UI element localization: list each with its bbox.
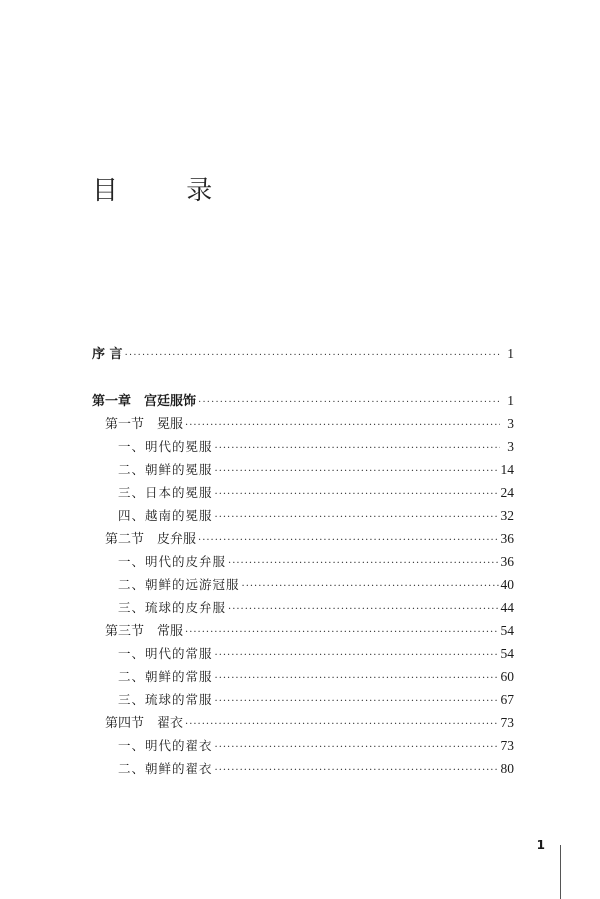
toc-entry-label: 三、日本的冕服: [118, 485, 213, 500]
dot-leader: [215, 691, 499, 713]
toc-entry-preface[interactable]: [92, 343, 514, 365]
toc-entry-label: 一、明代的常服: [118, 646, 213, 661]
toc-entry-label: 四、越南的冕服: [118, 508, 213, 523]
toc-entry-subsection[interactable]: [92, 551, 514, 573]
toc-entry-label: 三、琉球的常服: [118, 692, 213, 707]
dot-leader: [215, 461, 499, 483]
toc-page-number: 60: [500, 669, 514, 684]
toc-page-number: 44: [500, 600, 514, 615]
dot-leader: [185, 622, 498, 644]
toc-entry-section[interactable]: [92, 413, 514, 435]
dot-leader: [215, 760, 499, 782]
dot-leader: [215, 737, 499, 759]
toc-entry-label: 第三节 常服: [105, 624, 184, 639]
dot-leader: [228, 599, 498, 621]
toc-entry-subsection[interactable]: [92, 505, 514, 527]
dot-leader: [228, 553, 498, 575]
toc-page-number: 80: [500, 761, 514, 776]
dot-leader: [215, 484, 499, 506]
toc-page-number: 1: [507, 346, 514, 361]
toc-entry-subsection[interactable]: [92, 574, 514, 596]
toc-entry-label: 一、明代的冕服: [118, 439, 213, 454]
toc-entry-label: 第一节 冕服: [105, 417, 184, 432]
toc-entry-section[interactable]: [92, 712, 514, 734]
toc-entry-subsection[interactable]: [92, 459, 514, 481]
toc-entry-label: 三、琉球的皮弁服: [118, 600, 227, 615]
toc-page-number: 1: [507, 393, 514, 408]
toc-entry-subsection[interactable]: [92, 597, 514, 619]
toc-entry-label: 二、朝鲜的远游冠服: [118, 577, 240, 592]
toc-entry-subsection[interactable]: [92, 666, 514, 688]
toc-page-number: 14: [500, 462, 514, 477]
toc-entry-label: 第一章 宫廷服饰: [92, 394, 197, 409]
dot-leader: [242, 576, 499, 598]
dot-leader: [185, 415, 500, 437]
toc-entry-subsection[interactable]: [92, 482, 514, 504]
toc-entry-label: 二、朝鲜的常服: [118, 669, 213, 684]
toc-page-number: 3: [507, 439, 514, 454]
dot-leader: [215, 645, 499, 667]
page-number: 1: [536, 838, 545, 852]
toc-entry-chapter-1[interactable]: [92, 390, 514, 412]
toc-entry-subsection[interactable]: [92, 643, 514, 665]
dot-leader: [125, 345, 500, 367]
toc-page-number: 73: [500, 715, 514, 730]
dot-leader: [215, 438, 500, 460]
toc-entry-section[interactable]: [92, 620, 514, 642]
dot-leader: [198, 530, 498, 552]
toc-entry-subsection[interactable]: [92, 735, 514, 757]
toc-entry-label: 二、朝鲜的冕服: [118, 462, 213, 477]
page-title: 目 录: [92, 176, 243, 206]
toc-entry-label: 序 言: [92, 347, 123, 362]
toc-page-number: 3: [507, 416, 514, 431]
toc-entry-subsection[interactable]: [92, 436, 514, 458]
toc-entry-subsection[interactable]: [92, 758, 514, 780]
toc-page-number: 67: [500, 692, 514, 707]
dot-leader: [198, 392, 500, 414]
toc-entry-label: 一、明代的翟衣: [118, 738, 213, 753]
toc-entry-label: 一、明代的皮弁服: [118, 554, 227, 569]
toc-page-number: 36: [500, 531, 514, 546]
toc-page-number: 40: [500, 577, 514, 592]
toc-page-number: 54: [500, 623, 514, 638]
toc-page-number: 36: [500, 554, 514, 569]
dot-leader: [215, 668, 499, 690]
dot-leader: [185, 714, 498, 736]
toc-entry-subsection[interactable]: [92, 689, 514, 711]
toc-page-number: 73: [500, 738, 514, 753]
margin-rule: [560, 845, 561, 899]
toc-entry-label: 第四节 翟衣: [105, 716, 184, 731]
toc-page-number: 24: [500, 485, 514, 500]
toc-page-number: 32: [500, 508, 514, 523]
toc-entry-section[interactable]: [92, 528, 514, 550]
toc-page-number: 54: [500, 646, 514, 661]
dot-leader: [215, 507, 499, 529]
toc-entry-label: 二、朝鲜的翟衣: [118, 761, 213, 776]
toc-entry-label: 第二节 皮弁服: [105, 532, 197, 547]
